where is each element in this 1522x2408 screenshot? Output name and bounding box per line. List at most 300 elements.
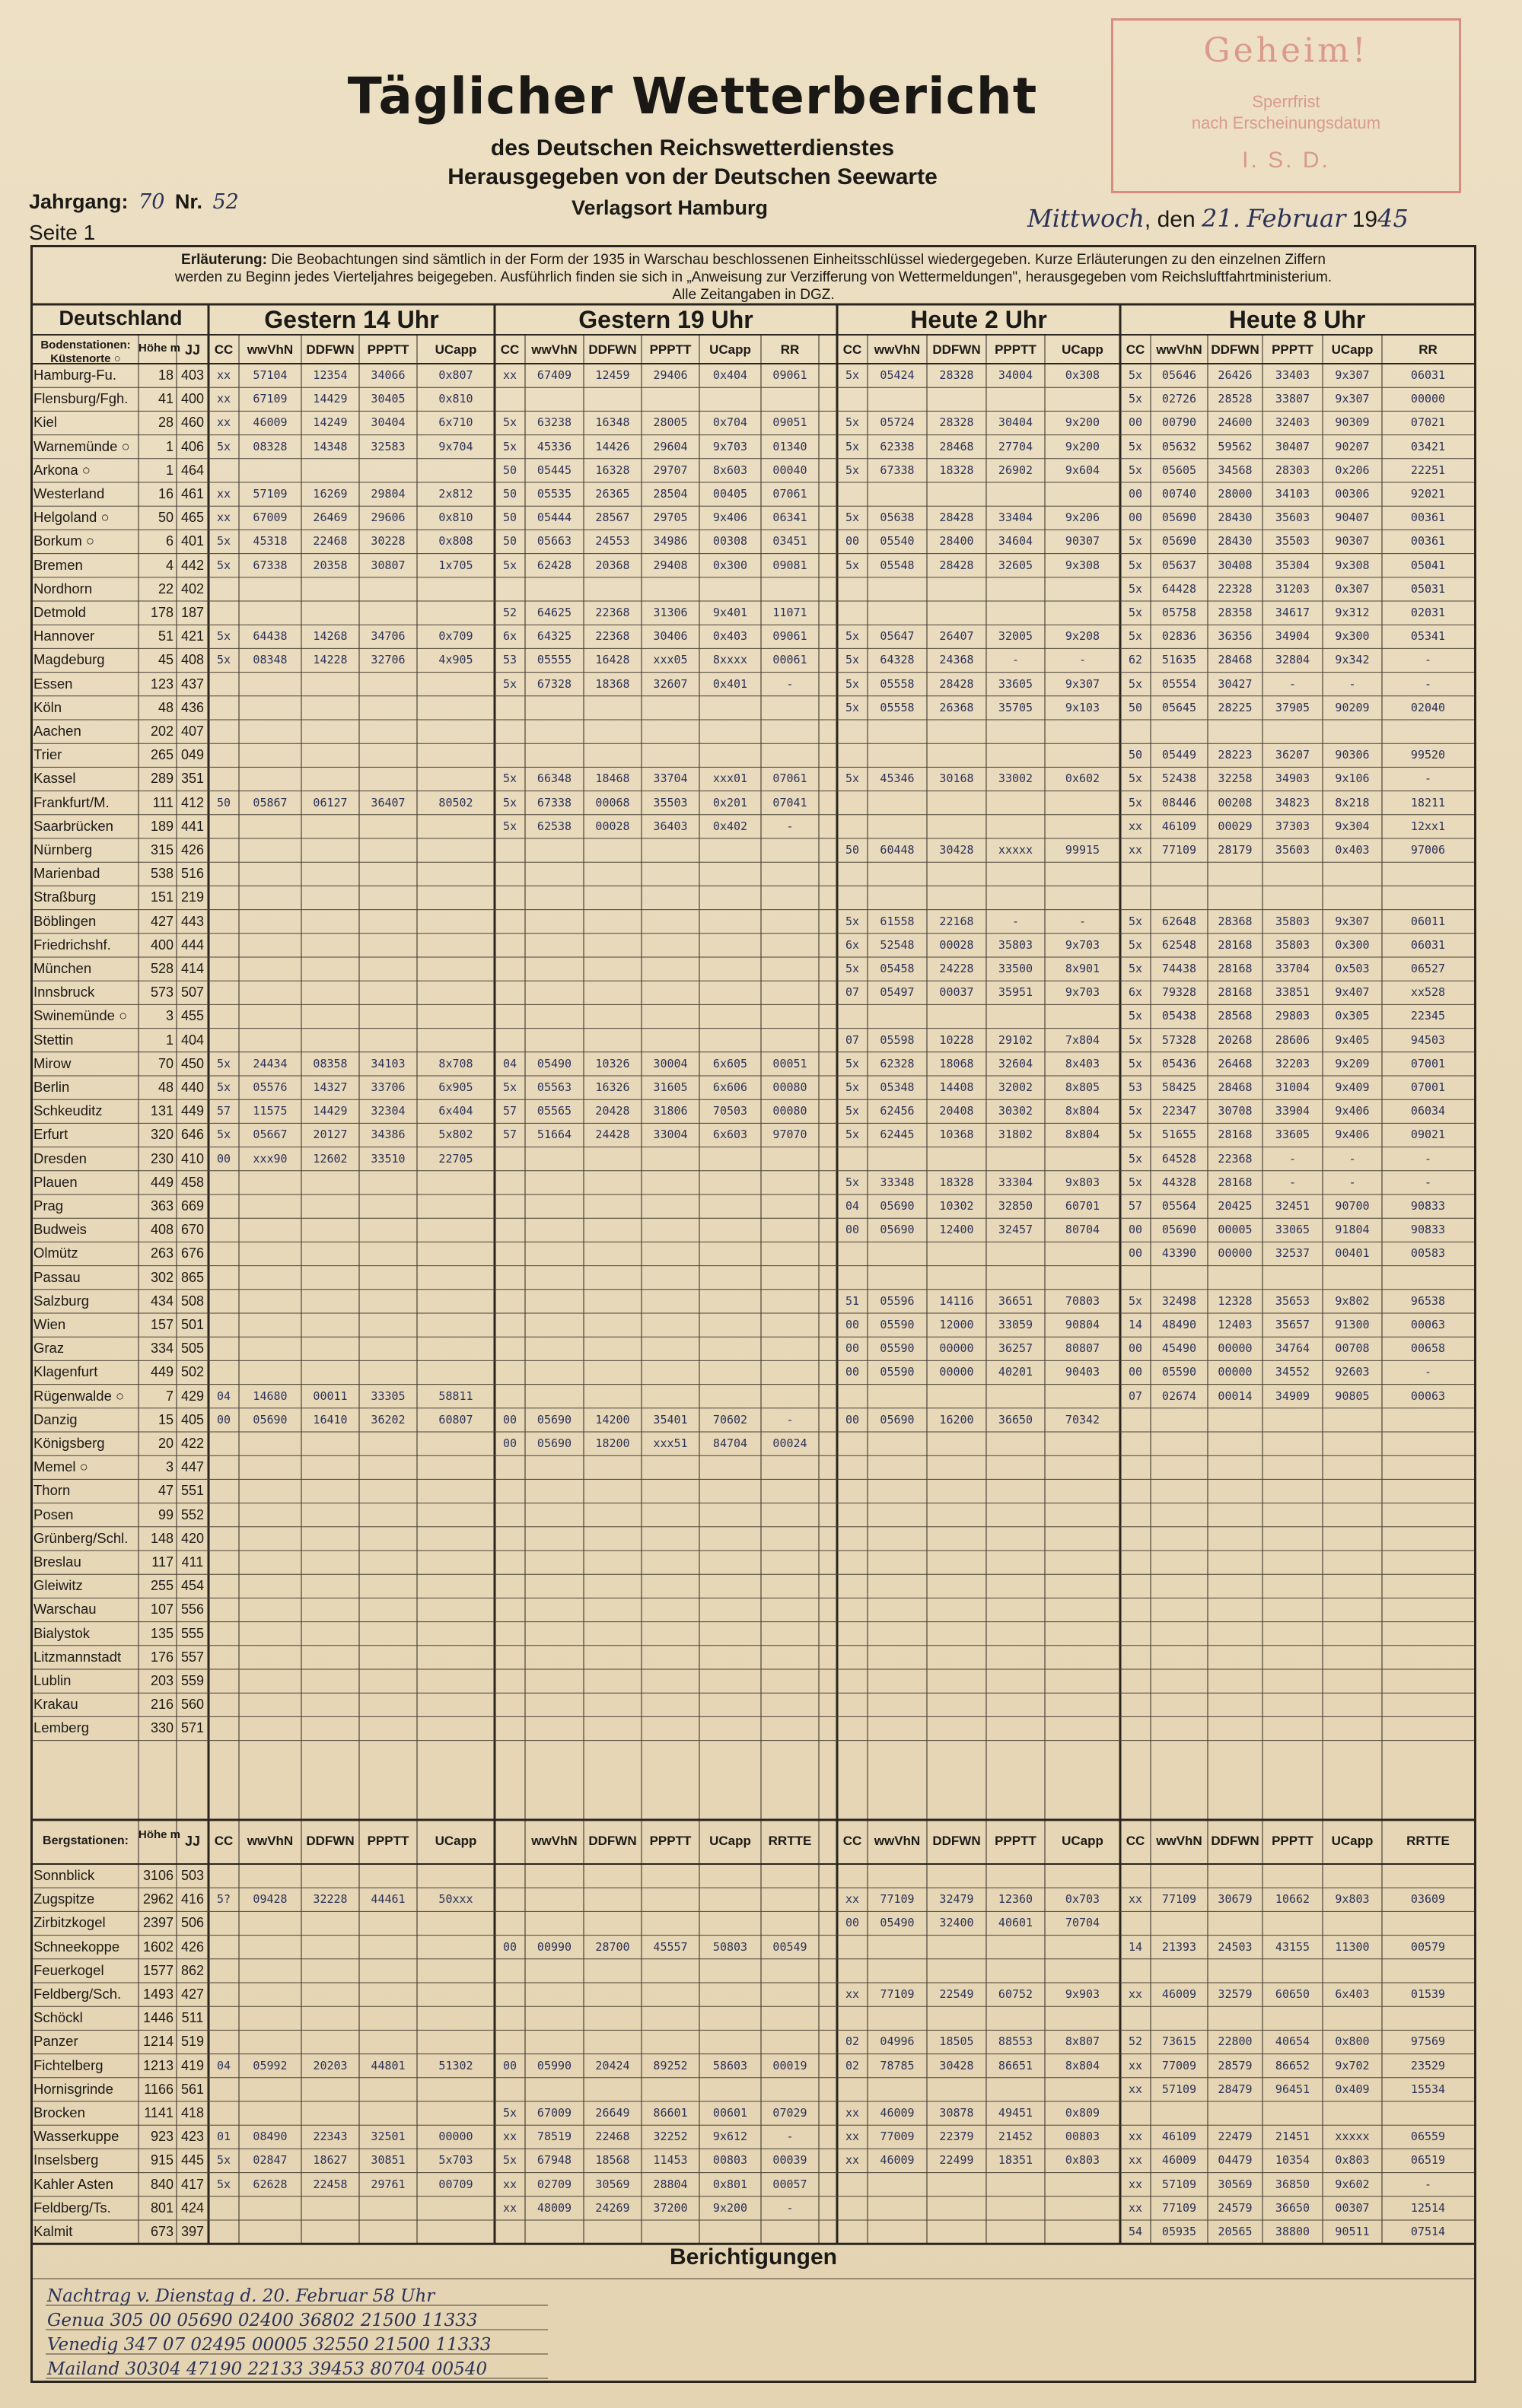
obs-value: 8x603: [712, 463, 748, 477]
obs-value: 16328: [595, 463, 630, 477]
station-jj: 441: [180, 818, 205, 834]
obs-value: 05647: [880, 629, 915, 644]
obs-value: 20428: [595, 1104, 630, 1118]
station-name: Gleiwitz: [33, 1577, 83, 1594]
mountain-obs-value: 20424: [595, 2058, 630, 2072]
obs-value: 5x: [502, 676, 517, 691]
obs-value: 50: [216, 795, 231, 810]
obs-value: xx: [1128, 819, 1143, 833]
station-height: 1: [165, 1032, 174, 1048]
station-name: Swinemünde ○: [33, 1007, 128, 1024]
obs-value: 32457: [998, 1223, 1033, 1237]
obs-value: 28168: [1218, 985, 1253, 1000]
note-text-2: werden zu Beginn jedes Vierteljahres beigegeben. Ausführlich finden sie sich in „Anweisung zur Verzifferung von Wettermeldungen", herausgegeben vom Reichsluftfahrtministerium.: [174, 269, 1333, 285]
obs-value: 04: [502, 1056, 517, 1070]
obs-value: 91300: [1335, 1318, 1370, 1331]
mountain-jj: 561: [180, 2081, 205, 2097]
station-jj: 402: [180, 581, 205, 596]
mountain-obs-value: 0x409: [1335, 2082, 1370, 2096]
obs-value: 28168: [1218, 1128, 1253, 1142]
mountain-name: Feldberg/Ts.: [33, 2199, 111, 2216]
obs-value: 66348: [537, 771, 572, 786]
obs-value: 28000: [1218, 487, 1253, 501]
obs-value: 20425: [1218, 1199, 1253, 1213]
obs-value: -: [1348, 676, 1356, 691]
mountain-obs-value: 43155: [1275, 1939, 1310, 1954]
obs-value: 67338: [880, 463, 915, 477]
mountain-jj: 423: [180, 2129, 205, 2145]
obs-value: 0x808: [438, 534, 473, 549]
station-height: 22: [158, 581, 174, 596]
obs-value: 00005: [1218, 1223, 1253, 1237]
obs-value: 46009: [253, 415, 288, 430]
obs-value: 12328: [1218, 1293, 1253, 1308]
obs-value: 05637: [1161, 558, 1197, 572]
obs-value: 00063: [1410, 1318, 1446, 1331]
obs-value: 5x: [845, 1056, 860, 1070]
obs-value: 32706: [371, 653, 406, 667]
obs-value: 14268: [313, 629, 348, 644]
station-name: Innsbruck: [33, 984, 95, 1000]
mountain-obs-value: 00803: [712, 2153, 748, 2168]
station-jj: 454: [180, 1578, 205, 1594]
mountain-obs-value: xxxxx: [1335, 2130, 1370, 2144]
mountain-obs-value: 07029: [772, 2106, 807, 2120]
obs-value: 08328: [253, 439, 288, 453]
obs-value: 5x: [1128, 1175, 1143, 1189]
obs-value: 29707: [653, 463, 688, 477]
mountain-obs-value: 30878: [939, 2106, 974, 2120]
mountain-obs-value: 14: [1128, 1939, 1143, 1954]
station-name: Rügenwalde ○: [33, 1387, 125, 1404]
mountain-column-header: UCapp: [709, 1834, 751, 1848]
obs-value: 34904: [1275, 629, 1310, 644]
station-height: 449: [150, 1174, 174, 1190]
obs-value: 97070: [772, 1128, 807, 1142]
obs-value: 24434: [253, 1056, 288, 1070]
mountain-obs-value: 12360: [998, 1892, 1033, 1907]
mountain-jj: 511: [181, 2010, 204, 2026]
obs-value: 00: [845, 1412, 860, 1427]
mountain-obs-value: 24503: [1218, 1939, 1253, 1954]
mountain-obs-value: xx: [502, 2177, 517, 2191]
obs-value: 5x: [1128, 392, 1143, 406]
obs-value: 70503: [712, 1104, 748, 1118]
obs-value: 30427: [1218, 676, 1253, 691]
station-name: Klagenfurt: [33, 1363, 98, 1380]
station-height: 573: [150, 985, 174, 1000]
obs-value: 18200: [595, 1436, 630, 1450]
obs-value: 05690: [537, 1412, 572, 1427]
mountain-obs-value: 04479: [1218, 2153, 1253, 2168]
obs-value: 10228: [939, 1032, 974, 1047]
obs-value: 0x305: [1335, 1009, 1370, 1023]
mountain-jj: 506: [180, 1915, 205, 1931]
obs-value: 0x401: [712, 676, 748, 691]
mountain-obs-value: 00: [845, 1916, 860, 1930]
obs-value: 91804: [1335, 1223, 1370, 1237]
mountain-obs-value: 46009: [880, 2106, 915, 2120]
obs-value: 28328: [939, 368, 974, 382]
station-jj: 556: [180, 1602, 205, 1618]
station-name: Stettin: [33, 1031, 74, 1048]
obs-value: 05867: [253, 795, 288, 810]
obs-value: 32604: [998, 1056, 1033, 1070]
obs-value: -: [1424, 1175, 1432, 1189]
obs-value: 6x: [1128, 985, 1143, 1000]
mountain-obs-value: 9x612: [712, 2130, 748, 2144]
obs-value: 09051: [772, 415, 807, 430]
station-height: 48: [158, 1080, 174, 1095]
obs-value: -: [1288, 676, 1297, 691]
station-jj: 421: [180, 628, 205, 644]
station-height: 400: [150, 937, 174, 953]
obs-value: 28606: [1275, 1032, 1310, 1047]
obs-value: 5x: [845, 629, 860, 644]
obs-value: 18468: [595, 771, 630, 786]
mountain-obs-value: 30569: [1218, 2177, 1253, 2191]
obs-value: 22345: [1410, 1009, 1446, 1023]
mountain-obs-value: 22468: [595, 2130, 630, 2144]
obs-value: 14429: [313, 392, 348, 406]
mountain-name: Zugspitze: [33, 1891, 95, 1907]
obs-value: 33304: [998, 1175, 1033, 1189]
obs-value: 0x709: [438, 629, 473, 644]
obs-value: 0x300: [1335, 937, 1370, 952]
obs-value: 28428: [939, 676, 974, 691]
obs-value: 33851: [1275, 985, 1310, 1000]
correction-line: Genua 305 00 05690 02400 36802 21500 11333: [47, 2311, 478, 2330]
obs-value: 5x: [216, 1056, 231, 1070]
station-name: Budweis: [33, 1221, 87, 1238]
obs-value: 5x: [216, 558, 231, 572]
mountain-obs-value: 9x803: [1335, 1892, 1370, 1907]
obs-value: 11575: [253, 1104, 288, 1118]
column-header: wwVhN: [1156, 342, 1202, 357]
station-height: 255: [150, 1578, 174, 1594]
mountain-column-header: PPPTT: [367, 1834, 409, 1848]
mountain-obs-value: 30851: [371, 2153, 406, 2168]
obs-value: 12354: [313, 368, 348, 382]
obs-value: 33500: [998, 962, 1033, 975]
obs-value: 30408: [1218, 558, 1253, 572]
mountain-obs-value: 77009: [1161, 2058, 1197, 2072]
station-jj: 670: [180, 1222, 205, 1238]
obs-value: 2x812: [438, 487, 473, 501]
obs-value: 34706: [371, 629, 406, 644]
obs-value: 90833: [1410, 1199, 1446, 1213]
mountain-column-header: UCapp: [435, 1834, 477, 1848]
obs-value: 22468: [313, 534, 348, 549]
obs-value: 05690: [1161, 511, 1197, 525]
mountain-obs-value: 00000: [438, 2130, 473, 2144]
obs-value: 00: [1128, 487, 1143, 501]
obs-value: 22705: [438, 1151, 473, 1166]
page-number: Seite 1: [29, 221, 96, 244]
obs-value: 9x308: [1335, 558, 1370, 572]
mountain-obs-value: 5?: [216, 1892, 231, 1907]
obs-value: -: [1424, 1151, 1432, 1166]
note-bold: Erläuterung:: [181, 252, 267, 268]
obs-value: 05438: [1161, 1009, 1197, 1023]
station-height: 408: [150, 1222, 174, 1238]
mountain-name: Kalmit: [33, 2223, 73, 2239]
obs-value: 5x: [845, 368, 860, 382]
obs-value: 07001: [1410, 1080, 1446, 1094]
obs-value: 05576: [253, 1080, 288, 1094]
obs-value: 18068: [939, 1056, 974, 1070]
mountain-obs-value: xx: [845, 2106, 860, 2120]
station-height: 263: [150, 1245, 174, 1261]
obs-value: xx: [216, 368, 231, 382]
obs-value: 32451: [1275, 1199, 1310, 1213]
mountain-obs-value: 40654: [1275, 2034, 1310, 2049]
station-name: Saarbrücken: [33, 817, 113, 834]
mountain-column-header: wwVhN: [874, 1834, 921, 1848]
station-name: Plauen: [33, 1173, 78, 1190]
obs-value: 31806: [653, 1104, 688, 1118]
obs-value: 5x: [845, 1080, 860, 1094]
obs-value: 5x: [502, 415, 517, 430]
obs-value: 90804: [1065, 1318, 1100, 1331]
obs-value: 07001: [1410, 1056, 1446, 1070]
obs-value: 14228: [313, 653, 348, 667]
obs-value: 62445: [880, 1128, 915, 1142]
column-header: CC: [214, 342, 234, 357]
obs-value: 62: [1128, 653, 1143, 667]
obs-value: 20127: [313, 1128, 348, 1142]
obs-value: 30428: [939, 843, 974, 857]
obs-value: 26468: [1218, 1056, 1253, 1070]
height-header: Höhe m: [139, 342, 181, 355]
obs-value: 29604: [653, 439, 688, 453]
mountain-jj: 503: [180, 1868, 205, 1883]
obs-value: 00000: [939, 1341, 974, 1356]
obs-value: xx: [216, 415, 231, 430]
mountain-obs-value: 86652: [1275, 2058, 1310, 2072]
obs-value: 05424: [880, 368, 915, 382]
obs-value: 0x403: [712, 629, 748, 644]
obs-value: 00000: [1218, 1341, 1253, 1356]
obs-value: 05690: [880, 1223, 915, 1237]
obs-value: 24600: [1218, 415, 1253, 430]
obs-value: 31605: [653, 1080, 688, 1094]
obs-value: 05667: [253, 1128, 288, 1142]
obs-value: 30168: [939, 771, 974, 786]
obs-value: 99520: [1410, 748, 1446, 762]
obs-value: 33305: [371, 1388, 406, 1403]
station-jj: 187: [180, 605, 205, 620]
obs-value: 00068: [595, 795, 630, 810]
obs-value: 28428: [939, 558, 974, 572]
station-name: Trier: [33, 746, 62, 763]
mountain-jj: 419: [180, 2057, 205, 2073]
obs-value: 30302: [998, 1104, 1033, 1118]
obs-value: 06341: [772, 511, 807, 525]
mountain-obs-value: xx: [845, 1987, 860, 2001]
station-jj: 414: [180, 961, 205, 976]
obs-value: 9x342: [1335, 653, 1370, 667]
obs-value: 1x705: [438, 558, 473, 572]
obs-value: 22347: [1161, 1104, 1197, 1118]
obs-value: 08348: [253, 653, 288, 667]
mountain-name: Hornisgrinde: [33, 2080, 113, 2097]
mountain-name: Sonnblick: [33, 1867, 95, 1883]
obs-value: 90309: [1335, 415, 1370, 430]
obs-value: 28303: [1275, 463, 1310, 477]
group-title: Gestern 14 Uhr: [264, 306, 439, 333]
obs-value: 02674: [1161, 1388, 1197, 1403]
obs-value: 0x807: [438, 368, 473, 382]
obs-value: 29803: [1275, 1009, 1310, 1023]
obs-value: 51655: [1161, 1128, 1197, 1142]
station-name: Olmütz: [33, 1245, 78, 1261]
mountain-obs-value: 00601: [712, 2106, 748, 2120]
obs-value: xx528: [1410, 985, 1446, 1000]
obs-value: 00308: [712, 534, 748, 549]
obs-value: 00028: [595, 819, 630, 833]
obs-value: 35304: [1275, 558, 1310, 572]
obs-value: 5x: [1128, 1032, 1143, 1047]
group-title: Gestern 19 Uhr: [578, 306, 753, 333]
column-header: UCapp: [435, 342, 477, 357]
obs-value: 02726: [1161, 392, 1197, 406]
obs-value: 32002: [998, 1080, 1033, 1094]
obs-value: 16269: [313, 487, 348, 501]
obs-value: 00080: [772, 1080, 807, 1094]
obs-value: 00063: [1410, 1388, 1446, 1403]
station-name: Prag: [33, 1198, 64, 1214]
obs-value: 51: [845, 1293, 860, 1308]
mountain-obs-value: 28804: [653, 2177, 688, 2191]
station-height: 51: [158, 628, 174, 644]
obs-value: 28368: [1218, 914, 1253, 928]
obs-value: 5x: [845, 439, 860, 453]
obs-value: 05348: [880, 1080, 915, 1094]
obs-value: xx: [1128, 843, 1143, 857]
station-height: 427: [150, 913, 174, 929]
obs-value: 0x307: [1335, 581, 1370, 596]
obs-value: 50: [502, 534, 517, 549]
mountain-obs-value: 06559: [1410, 2130, 1446, 2144]
obs-value: 97006: [1410, 843, 1446, 857]
obs-value: 02836: [1161, 629, 1197, 644]
obs-value: 32203: [1275, 1056, 1310, 1070]
obs-value: 5x: [845, 558, 860, 572]
station-height: 302: [150, 1269, 174, 1285]
obs-value: 31004: [1275, 1080, 1310, 1094]
mountain-obs-value: 00039: [772, 2153, 807, 2168]
mountain-obs-value: 20565: [1218, 2225, 1253, 2238]
obs-value: -: [1424, 676, 1432, 691]
mountain-obs-value: 00307: [1335, 2200, 1370, 2215]
obs-value: 35803: [998, 937, 1033, 952]
obs-value: 9x312: [1335, 606, 1370, 619]
mountain-obs-value: 38800: [1275, 2225, 1310, 2238]
obs-value: 8xxxx: [712, 653, 748, 667]
station-height: 230: [150, 1150, 174, 1166]
obs-value: 31203: [1275, 581, 1310, 596]
obs-value: 05436: [1161, 1056, 1197, 1070]
obs-value: 5x: [845, 771, 860, 786]
obs-value: 06527: [1410, 962, 1446, 975]
obs-value: xx: [216, 487, 231, 501]
mountain-obs-value: 5x703: [438, 2153, 473, 2168]
station-jj: 351: [180, 771, 205, 787]
obs-value: 00306: [1335, 487, 1370, 501]
mountain-obs-value: 26649: [595, 2106, 630, 2120]
obs-value: 07061: [772, 487, 807, 501]
obs-value: -: [1011, 653, 1020, 667]
obs-value: 9x106: [1335, 771, 1370, 786]
obs-value: 33004: [653, 1128, 688, 1142]
station-height: 216: [150, 1697, 174, 1713]
obs-value: 05590: [880, 1365, 915, 1379]
obs-value: 18368: [595, 676, 630, 691]
station-name: Lemberg: [33, 1719, 90, 1736]
obs-value: 8x901: [1065, 962, 1100, 975]
mountain-obs-value: 18351: [998, 2153, 1033, 2168]
mountain-obs-value: 52: [1128, 2034, 1143, 2049]
obs-value: 9x406: [712, 511, 748, 525]
station-height: 117: [151, 1554, 174, 1570]
obs-value: 5x: [1128, 629, 1143, 644]
obs-value: 35653: [1275, 1293, 1310, 1308]
obs-value: 53: [1128, 1080, 1143, 1094]
stations-header: Bodenstationen:: [40, 339, 131, 351]
obs-value: 9x307: [1335, 368, 1370, 382]
obs-value: 45336: [537, 439, 572, 453]
obs-value: 14426: [595, 439, 630, 453]
station-jj: 440: [180, 1080, 205, 1095]
mountain-obs-value: 60752: [998, 1987, 1033, 2001]
mountain-obs-value: 0x803: [1065, 2153, 1100, 2168]
station-height: 28: [158, 415, 174, 431]
year-prefix: 19: [1352, 207, 1378, 232]
obs-value: xx: [502, 368, 517, 382]
mountain-height-header: Höhe m: [139, 1828, 181, 1841]
mountain-obs-value: 04: [216, 2058, 231, 2072]
obs-value: 30708: [1218, 1104, 1253, 1118]
mountain-obs-value: 78785: [880, 2058, 915, 2072]
obs-value: 9x300: [1335, 629, 1370, 644]
obs-value: 34004: [998, 368, 1033, 382]
station-jj: 437: [180, 676, 205, 692]
obs-value: 05638: [880, 511, 915, 525]
obs-value: 02040: [1410, 700, 1446, 714]
obs-value: 32258: [1218, 771, 1253, 786]
mountain-obs-value: 02: [845, 2034, 860, 2049]
column-header: RR: [1419, 342, 1438, 357]
station-name: Warschau: [33, 1601, 97, 1618]
station-jj: 865: [180, 1269, 205, 1285]
obs-value: 90805: [1335, 1388, 1370, 1403]
obs-value: 00: [216, 1151, 231, 1166]
obs-value: 5x: [1128, 463, 1143, 477]
obs-value: 67109: [253, 392, 288, 406]
obs-value: 06011: [1410, 914, 1446, 928]
mountain-column-header: wwVhN: [531, 1834, 578, 1848]
mountain-name: Brocken: [33, 2104, 85, 2120]
obs-value: 9x209: [1335, 1056, 1370, 1070]
obs-value: 20268: [1218, 1032, 1253, 1047]
station-name: Breslau: [33, 1554, 81, 1570]
mountain-obs-value: xx: [845, 2153, 860, 2168]
station-height: 202: [150, 724, 174, 739]
mountain-jj: 416: [180, 1891, 205, 1907]
obs-value: 05564: [1161, 1199, 1197, 1213]
mountain-obs-value: 0x800: [1335, 2034, 1370, 2049]
